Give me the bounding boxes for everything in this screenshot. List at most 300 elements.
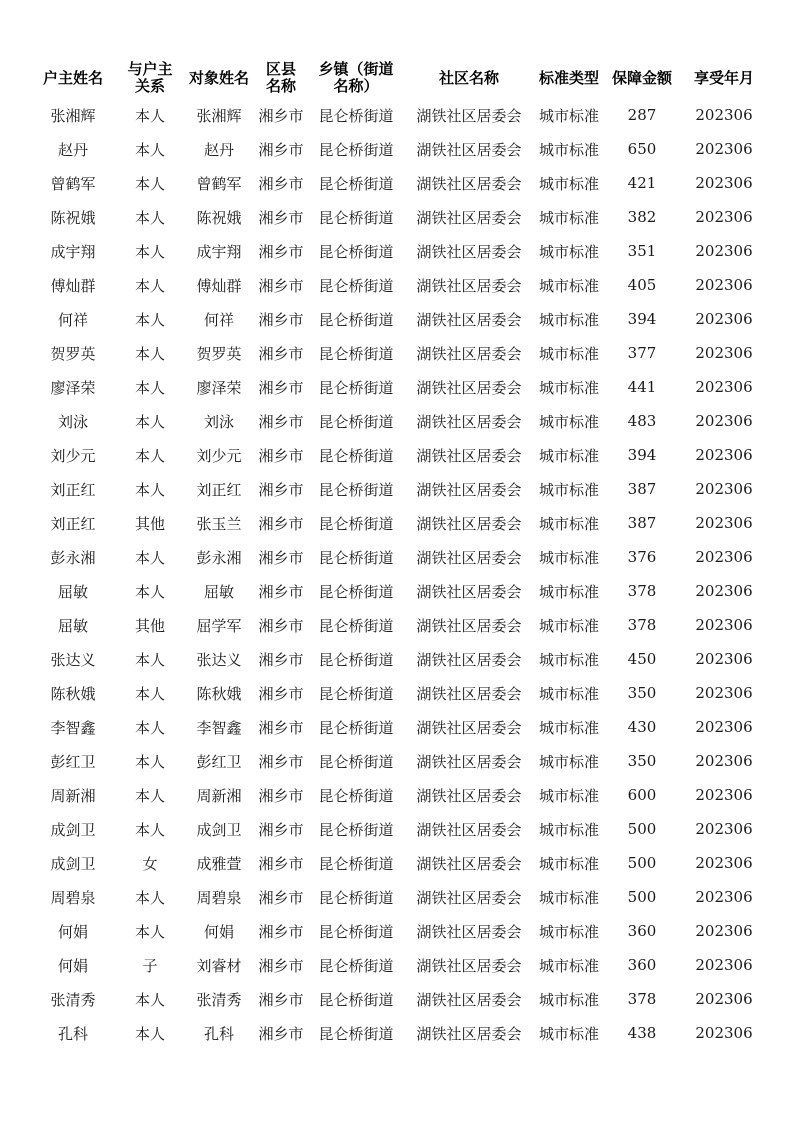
county-cell: 湘乡市 (258, 548, 304, 567)
community-cell: 湖铁社区居委会 (416, 140, 522, 159)
relation-cell: 本人 (134, 276, 165, 295)
standard-type-cell: 城市标准 (538, 684, 599, 703)
standard-type-cell: 城市标准 (538, 276, 599, 295)
township-cell: 昆仑桥街道 (318, 650, 394, 669)
relation-cell: 本人 (134, 684, 165, 703)
header-line: 乡镇（街道 (318, 60, 394, 78)
township-cell: 昆仑桥街道 (318, 888, 394, 907)
standard-type-cell: 城市标准 (538, 786, 599, 805)
relation-cell: 本人 (134, 208, 165, 227)
township-cell: 昆仑桥街道 (318, 684, 394, 703)
amount-cell: 450 (627, 650, 657, 668)
township-cell: 昆仑桥街道 (318, 446, 394, 465)
benefit-month-cell: 202306 (695, 480, 753, 498)
township-cell: 昆仑桥街道 (318, 922, 394, 941)
household-head-name-cell: 陈祝娥 (50, 208, 96, 227)
header-standard-type (534, 58, 604, 98)
household-head-name-cell: 刘正红 (50, 480, 96, 499)
amount-cell: 382 (627, 208, 657, 226)
township-cell: 昆仑桥街道 (318, 1024, 394, 1043)
amount-cell: 360 (627, 922, 657, 940)
benefit-month-cell: 202306 (695, 752, 753, 770)
benefit-month-cell: 202306 (695, 378, 753, 396)
standard-type-cell: 城市标准 (538, 820, 599, 839)
relation-cell: 本人 (134, 140, 165, 159)
recipient-name-cell: 成剑卫 (196, 820, 242, 839)
standard-type-cell: 城市标准 (538, 208, 599, 227)
county-cell: 湘乡市 (258, 480, 304, 499)
header-line: 对象姓名 (188, 68, 249, 87)
benefit-month-cell: 202306 (695, 276, 753, 294)
household-head-name-cell: 彭红卫 (50, 752, 96, 771)
relation-cell: 本人 (134, 786, 165, 805)
standard-type-cell: 城市标准 (538, 106, 599, 125)
standard-type-cell: 城市标准 (538, 616, 599, 635)
household-head-name-cell: 何祥 (57, 310, 88, 329)
household-head-name-cell: 周碧泉 (50, 888, 96, 907)
table-row (30, 166, 768, 200)
county-cell: 湘乡市 (258, 616, 304, 635)
relation-cell: 本人 (134, 344, 165, 363)
table-row (30, 574, 768, 608)
relation-cell: 本人 (134, 1024, 165, 1043)
recipient-name-cell: 陈秋娥 (196, 684, 242, 703)
township-cell: 昆仑桥街道 (318, 208, 394, 227)
county-cell: 湘乡市 (258, 650, 304, 669)
amount-cell: 376 (627, 548, 657, 566)
benefit-month-cell: 202306 (695, 548, 753, 566)
county-cell: 湘乡市 (258, 412, 304, 431)
community-cell: 湖铁社区居委会 (416, 786, 522, 805)
table-row (30, 540, 768, 574)
amount-cell: 500 (627, 854, 657, 872)
amount-cell: 350 (627, 684, 657, 702)
header-line: 社区名称 (438, 68, 499, 87)
amount-cell: 421 (627, 174, 657, 192)
amount-cell: 394 (627, 446, 657, 464)
relation-cell: 本人 (134, 480, 165, 499)
table-row (30, 642, 768, 676)
community-cell: 湖铁社区居委会 (416, 820, 522, 839)
amount-cell: 500 (627, 888, 657, 906)
relation-cell: 本人 (134, 106, 165, 125)
benefit-month-cell: 202306 (695, 956, 753, 974)
relation-cell: 本人 (134, 888, 165, 907)
household-head-name-cell: 何娟 (57, 956, 88, 975)
amount-cell: 360 (627, 956, 657, 974)
relation-cell: 本人 (134, 582, 165, 601)
amount-cell: 405 (627, 276, 657, 294)
household-head-name-cell: 曾鹤军 (50, 174, 96, 193)
relation-cell: 女 (142, 854, 158, 873)
recipient-name-cell: 周新湘 (196, 786, 242, 805)
recipient-name-cell: 周碧泉 (196, 888, 242, 907)
household-head-name-cell: 李智鑫 (50, 718, 96, 737)
county-cell: 湘乡市 (258, 888, 304, 907)
community-cell: 湖铁社区居委会 (416, 378, 522, 397)
township-cell: 昆仑桥街道 (318, 276, 394, 295)
recipient-name-cell: 张玉兰 (196, 514, 242, 533)
recipient-name-cell: 成雅萱 (196, 854, 242, 873)
household-head-name-cell: 刘泳 (57, 412, 88, 431)
county-cell: 湘乡市 (258, 242, 304, 261)
header-line: 与户主 (127, 60, 173, 78)
assistance-roster-table (30, 58, 768, 1050)
table-row (30, 914, 768, 948)
benefit-month-cell: 202306 (695, 990, 753, 1008)
county-cell: 湘乡市 (258, 820, 304, 839)
table-header-row (30, 58, 768, 98)
recipient-name-cell: 李智鑫 (196, 718, 242, 737)
township-cell: 昆仑桥街道 (318, 106, 394, 125)
standard-type-cell: 城市标准 (538, 582, 599, 601)
header-recipient-name (184, 58, 254, 98)
amount-cell: 500 (627, 820, 657, 838)
table-row (30, 1016, 768, 1050)
community-cell: 湖铁社区居委会 (416, 480, 522, 499)
household-head-name-cell: 成剑卫 (50, 820, 96, 839)
recipient-name-cell: 何娟 (203, 922, 234, 941)
standard-type-cell: 城市标准 (538, 344, 599, 363)
county-cell: 湘乡市 (258, 344, 304, 363)
table-row (30, 778, 768, 812)
county-cell: 湘乡市 (258, 174, 304, 193)
recipient-name-cell: 陈祝娥 (196, 208, 242, 227)
table-body (30, 98, 768, 1050)
community-cell: 湖铁社区居委会 (416, 446, 522, 465)
recipient-name-cell: 赵丹 (203, 140, 234, 159)
community-cell: 湖铁社区居委会 (416, 412, 522, 431)
table-row (30, 744, 768, 778)
recipient-name-cell: 刘泳 (203, 412, 234, 431)
benefit-month-cell: 202306 (695, 922, 753, 940)
benefit-month-cell: 202306 (695, 650, 753, 668)
township-cell: 昆仑桥街道 (318, 786, 394, 805)
amount-cell: 430 (627, 718, 657, 736)
benefit-month-cell: 202306 (695, 684, 753, 702)
table-row (30, 506, 768, 540)
table-row (30, 98, 768, 132)
county-cell: 湘乡市 (258, 752, 304, 771)
benefit-month-cell: 202306 (695, 174, 753, 192)
amount-cell: 650 (627, 140, 657, 158)
recipient-name-cell: 傅灿群 (196, 276, 242, 295)
benefit-month-cell: 202306 (695, 344, 753, 362)
header-township-name (308, 58, 404, 98)
table-row (30, 948, 768, 982)
township-cell: 昆仑桥街道 (318, 582, 394, 601)
county-cell: 湘乡市 (258, 310, 304, 329)
header-line: 区县 (265, 60, 296, 78)
header-benefit-month (680, 58, 768, 98)
header-household-head-name (30, 58, 116, 98)
community-cell: 湖铁社区居委会 (416, 616, 522, 635)
table-row (30, 608, 768, 642)
township-cell: 昆仑桥街道 (318, 140, 394, 159)
county-cell: 湘乡市 (258, 956, 304, 975)
community-cell: 湖铁社区居委会 (416, 854, 522, 873)
township-cell: 昆仑桥街道 (318, 412, 394, 431)
amount-cell: 387 (627, 480, 657, 498)
community-cell: 湖铁社区居委会 (416, 242, 522, 261)
amount-cell: 378 (627, 616, 657, 634)
standard-type-cell: 城市标准 (538, 480, 599, 499)
header-line: 标准类型 (538, 68, 599, 87)
amount-cell: 600 (627, 786, 657, 804)
benefit-month-cell: 202306 (695, 514, 753, 532)
relation-cell: 本人 (134, 990, 165, 1009)
table-row (30, 880, 768, 914)
household-head-name-cell: 张清秀 (50, 990, 96, 1009)
community-cell: 湖铁社区居委会 (416, 310, 522, 329)
benefit-month-cell: 202306 (695, 242, 753, 260)
county-cell: 湘乡市 (258, 718, 304, 737)
amount-cell: 287 (627, 106, 657, 124)
benefit-month-cell: 202306 (695, 582, 753, 600)
household-head-name-cell: 傅灿群 (50, 276, 96, 295)
table-row (30, 200, 768, 234)
standard-type-cell: 城市标准 (538, 378, 599, 397)
county-cell: 湘乡市 (258, 582, 304, 601)
recipient-name-cell: 刘少元 (196, 446, 242, 465)
community-cell: 湖铁社区居委会 (416, 888, 522, 907)
recipient-name-cell: 刘正红 (196, 480, 242, 499)
amount-cell: 378 (627, 582, 657, 600)
header-line: 关系 (134, 77, 165, 95)
relation-cell: 本人 (134, 650, 165, 669)
township-cell: 昆仑桥街道 (318, 718, 394, 737)
township-cell: 昆仑桥街道 (318, 480, 394, 499)
header-line: 保障金额 (611, 68, 672, 87)
standard-type-cell: 城市标准 (538, 956, 599, 975)
community-cell: 湖铁社区居委会 (416, 752, 522, 771)
township-cell: 昆仑桥街道 (318, 616, 394, 635)
header-line: 名称 (265, 77, 296, 95)
amount-cell: 387 (627, 514, 657, 532)
community-cell: 湖铁社区居委会 (416, 650, 522, 669)
header-relation-to-head (116, 58, 184, 98)
benefit-month-cell: 202306 (695, 786, 753, 804)
county-cell: 湘乡市 (258, 208, 304, 227)
recipient-name-cell: 彭永湘 (196, 548, 242, 567)
table-row (30, 132, 768, 166)
township-cell: 昆仑桥街道 (318, 514, 394, 533)
county-cell: 湘乡市 (258, 1024, 304, 1043)
household-head-name-cell: 何娟 (57, 922, 88, 941)
benefit-month-cell: 202306 (695, 820, 753, 838)
table-row (30, 982, 768, 1016)
standard-type-cell: 城市标准 (538, 412, 599, 431)
benefit-month-cell: 202306 (695, 412, 753, 430)
community-cell: 湖铁社区居委会 (416, 344, 522, 363)
table-row (30, 676, 768, 710)
benefit-month-cell: 202306 (695, 208, 753, 226)
household-head-name-cell: 赵丹 (57, 140, 88, 159)
community-cell: 湖铁社区居委会 (416, 718, 522, 737)
amount-cell: 378 (627, 990, 657, 1008)
recipient-name-cell: 孔科 (203, 1024, 234, 1043)
table-row (30, 812, 768, 846)
county-cell: 湘乡市 (258, 514, 304, 533)
township-cell: 昆仑桥街道 (318, 820, 394, 839)
household-head-name-cell: 成宇翔 (50, 242, 96, 261)
benefit-month-cell: 202306 (695, 446, 753, 464)
household-head-name-cell: 孔科 (57, 1024, 88, 1043)
township-cell: 昆仑桥街道 (318, 956, 394, 975)
standard-type-cell: 城市标准 (538, 140, 599, 159)
township-cell: 昆仑桥街道 (318, 344, 394, 363)
benefit-month-cell: 202306 (695, 888, 753, 906)
header-line: 享受年月 (693, 68, 754, 87)
recipient-name-cell: 彭红卫 (196, 752, 242, 771)
household-head-name-cell: 周新湘 (50, 786, 96, 805)
standard-type-cell: 城市标准 (538, 718, 599, 737)
amount-cell: 438 (627, 1024, 657, 1042)
township-cell: 昆仑桥街道 (318, 548, 394, 567)
community-cell: 湖铁社区居委会 (416, 548, 522, 567)
amount-cell: 441 (627, 378, 657, 396)
township-cell: 昆仑桥街道 (318, 378, 394, 397)
household-head-name-cell: 张湘辉 (50, 106, 96, 125)
relation-cell: 其他 (134, 514, 165, 533)
relation-cell: 本人 (134, 820, 165, 839)
amount-cell: 394 (627, 310, 657, 328)
table-row (30, 472, 768, 506)
county-cell: 湘乡市 (258, 990, 304, 1009)
recipient-name-cell: 何祥 (203, 310, 234, 329)
relation-cell: 本人 (134, 174, 165, 193)
household-head-name-cell: 刘少元 (50, 446, 96, 465)
community-cell: 湖铁社区居委会 (416, 956, 522, 975)
standard-type-cell: 城市标准 (538, 548, 599, 567)
amount-cell: 377 (627, 344, 657, 362)
community-cell: 湖铁社区居委会 (416, 990, 522, 1009)
relation-cell: 子 (142, 956, 158, 975)
county-cell: 湘乡市 (258, 922, 304, 941)
township-cell: 昆仑桥街道 (318, 990, 394, 1009)
standard-type-cell: 城市标准 (538, 446, 599, 465)
relation-cell: 本人 (134, 446, 165, 465)
relation-cell: 本人 (134, 752, 165, 771)
recipient-name-cell: 成宇翔 (196, 242, 242, 261)
community-cell: 湖铁社区居委会 (416, 684, 522, 703)
relation-cell: 本人 (134, 242, 165, 261)
relation-cell: 本人 (134, 310, 165, 329)
recipient-name-cell: 屈学军 (196, 616, 242, 635)
county-cell: 湘乡市 (258, 378, 304, 397)
benefit-month-cell: 202306 (695, 854, 753, 872)
recipient-name-cell: 刘睿材 (196, 956, 242, 975)
amount-cell: 350 (627, 752, 657, 770)
county-cell: 湘乡市 (258, 106, 304, 125)
recipient-name-cell: 屈敏 (203, 582, 234, 601)
township-cell: 昆仑桥街道 (318, 854, 394, 873)
header-county-name (254, 58, 308, 98)
county-cell: 湘乡市 (258, 446, 304, 465)
benefit-month-cell: 202306 (695, 1024, 753, 1042)
header-subsidy-amount (604, 58, 680, 98)
benefit-month-cell: 202306 (695, 718, 753, 736)
community-cell: 湖铁社区居委会 (416, 1024, 522, 1043)
standard-type-cell: 城市标准 (538, 1024, 599, 1043)
benefit-month-cell: 202306 (695, 616, 753, 634)
standard-type-cell: 城市标准 (538, 752, 599, 771)
standard-type-cell: 城市标准 (538, 242, 599, 261)
county-cell: 湘乡市 (258, 786, 304, 805)
standard-type-cell: 城市标准 (538, 514, 599, 533)
county-cell: 湘乡市 (258, 684, 304, 703)
header-line: 户主姓名 (42, 68, 103, 87)
household-head-name-cell: 刘正红 (50, 514, 96, 533)
benefit-month-cell: 202306 (695, 310, 753, 328)
county-cell: 湘乡市 (258, 140, 304, 159)
household-head-name-cell: 张达义 (50, 650, 96, 669)
recipient-name-cell: 贺罗英 (196, 344, 242, 363)
household-head-name-cell: 成剑卫 (50, 854, 96, 873)
table-row (30, 846, 768, 880)
table-row (30, 438, 768, 472)
community-cell: 湖铁社区居委会 (416, 582, 522, 601)
township-cell: 昆仑桥街道 (318, 310, 394, 329)
amount-cell: 483 (627, 412, 657, 430)
relation-cell: 本人 (134, 412, 165, 431)
household-head-name-cell: 屈敏 (57, 616, 88, 635)
header-community-name (404, 58, 534, 98)
benefit-month-cell: 202306 (695, 106, 753, 124)
relation-cell: 本人 (134, 378, 165, 397)
header-line: 名称） (333, 77, 379, 95)
community-cell: 湖铁社区居委会 (416, 106, 522, 125)
community-cell: 湖铁社区居委会 (416, 208, 522, 227)
recipient-name-cell: 张达义 (196, 650, 242, 669)
relation-cell: 本人 (134, 922, 165, 941)
table-row (30, 234, 768, 268)
recipient-name-cell: 曾鹤军 (196, 174, 242, 193)
county-cell: 湘乡市 (258, 854, 304, 873)
standard-type-cell: 城市标准 (538, 888, 599, 907)
table-row (30, 710, 768, 744)
household-head-name-cell: 廖泽荣 (50, 378, 96, 397)
county-cell: 湘乡市 (258, 276, 304, 295)
township-cell: 昆仑桥街道 (318, 174, 394, 193)
recipient-name-cell: 张清秀 (196, 990, 242, 1009)
table-row (30, 336, 768, 370)
standard-type-cell: 城市标准 (538, 990, 599, 1009)
recipient-name-cell: 廖泽荣 (196, 378, 242, 397)
standard-type-cell: 城市标准 (538, 922, 599, 941)
table-row (30, 404, 768, 438)
household-head-name-cell: 彭永湘 (50, 548, 96, 567)
household-head-name-cell: 陈秋娥 (50, 684, 96, 703)
standard-type-cell: 城市标准 (538, 174, 599, 193)
standard-type-cell: 城市标准 (538, 310, 599, 329)
amount-cell: 351 (627, 242, 657, 260)
relation-cell: 其他 (134, 616, 165, 635)
table-row (30, 302, 768, 336)
community-cell: 湖铁社区居委会 (416, 514, 522, 533)
community-cell: 湖铁社区居委会 (416, 174, 522, 193)
household-head-name-cell: 贺罗英 (50, 344, 96, 363)
recipient-name-cell: 张湘辉 (196, 106, 242, 125)
community-cell: 湖铁社区居委会 (416, 922, 522, 941)
standard-type-cell: 城市标准 (538, 650, 599, 669)
benefit-month-cell: 202306 (695, 140, 753, 158)
table-row (30, 268, 768, 302)
community-cell: 湖铁社区居委会 (416, 276, 522, 295)
township-cell: 昆仑桥街道 (318, 752, 394, 771)
table-row (30, 370, 768, 404)
township-cell: 昆仑桥街道 (318, 242, 394, 261)
